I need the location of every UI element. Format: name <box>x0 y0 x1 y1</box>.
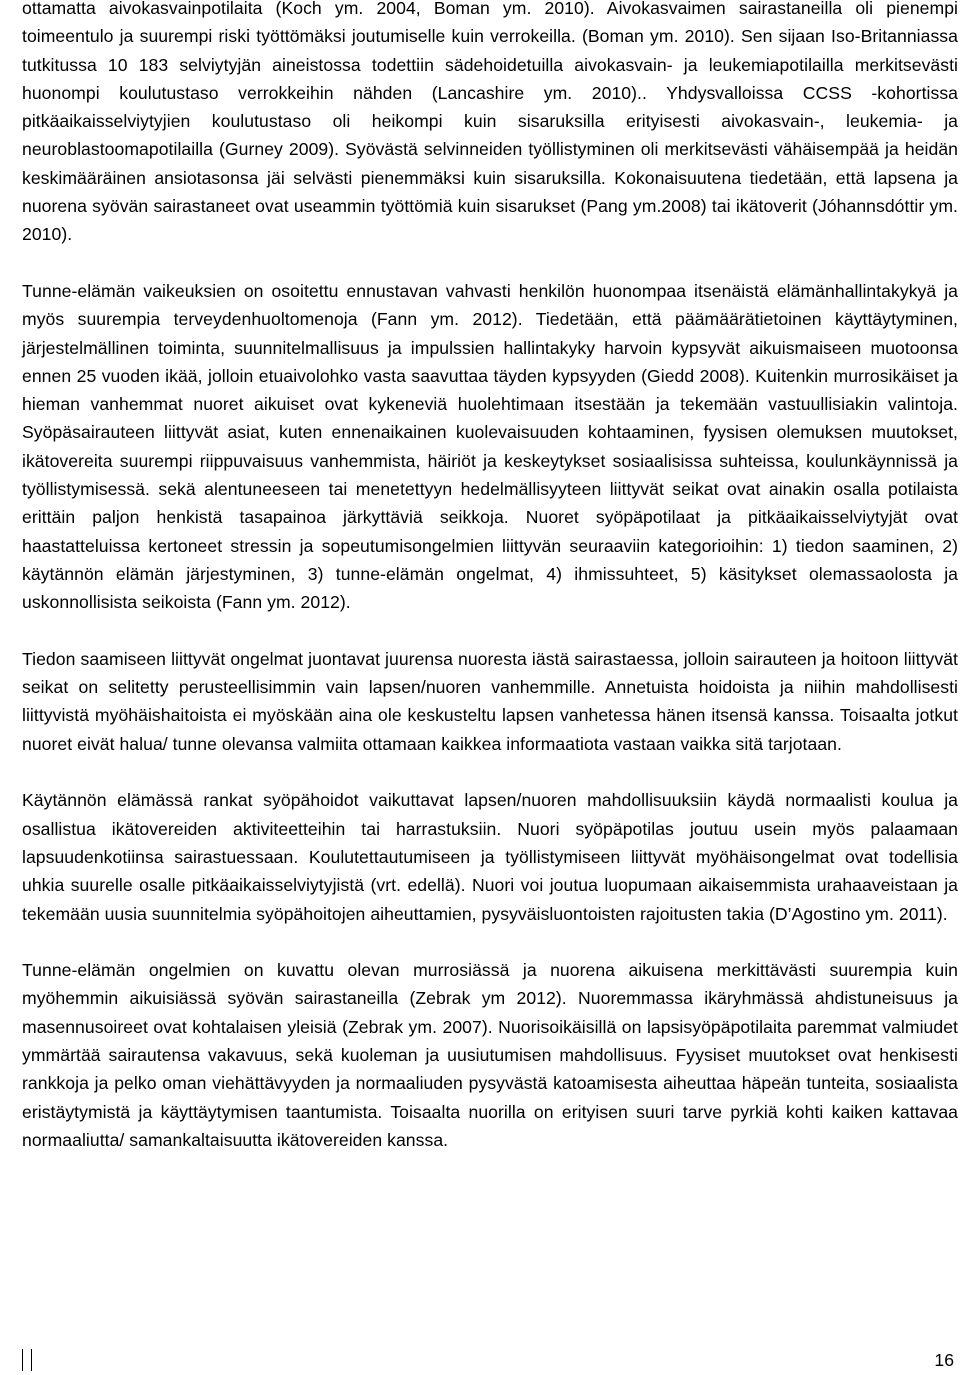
paragraph-gap <box>22 249 958 277</box>
document-page <box>22 0 958 1154</box>
paragraph-3: Tiedon saamiseen liittyvät ongelmat juontavat juurensa nuoresta iästä sairastaessa, jolloin sairauteen ja hoitoon liittyvät seikat on selitetty perusteellisimmin vain lapsen/nuoren vanhemmille. Annetuista hoidoista ja niihin mahdollisesti liittyvistä myöhäishaitoista ei myöskään aina ole keskusteltu lapsen vanhetessa hänen itsensä kanssa. Toisaalta jotkut nuoret eivät halua/ tunne olevansa valmiita ottamaan kaikkea informaatiota vastaan vaikka sitä tarjotaan. <box>22 648 958 754</box>
paragraph-4: Käytännön elämässä rankat syöpähoidot vaikuttavat lapsen/nuoren mahdollisuuksiin käydä normaalisti koulua ja osallistua ikätovereiden aktiviteetteihin tai harrastuksiin. Nuori syöpäpotilas joutuu usein myös palaamaan lapsuudenkotiinsa sairastuessaan. Koulutettautumiseen ja työllistymiseen liittyvät myöhäisongelmat ovat todellisia uhkia suurelle osalle pitkäaikaisselviytyjistä (vrt. edellä). Nuori voi joutua luopumaan aikaisemmista urahaaveistaan ja tekemään uusia suunnitelmia syöpähoitojen aiheuttamien, pysyväisluontoisten rajoitusten takia (D’Agostino ym. 2011). <box>22 790 958 924</box>
paragraph-gap <box>22 928 958 956</box>
paragraph-5: Tunne-elämän ongelmien on kuvattu olevan murrosiässä ja nuorena aikuisena merkittävästi suurempia kuin myöhemmin aikuisiässä syövän sairastaneilla (Zebrak ym 2012). Nuoremmassa ikäryhmässä ahdistuneisuus ja masennusoireet ovat kohtalaisen yleisiä (Zebrak ym. 2007). Nuorisoikäisillä on lapsisyöpäpotilaita paremmat valmiudet ymmärtää sairautensa vakavuus, sekä kuoleman ja uusiutumisen mahdollisuus. Fyysiset muutokset ovat henkisesti rankkoja ja pelko oman viehättävyyden ja normaaliuden pysyvästä katoamisesta aiheuttaa häpeän tunteita, sosiaalista eristäytymistä ja käyttäytymisen taantumista. Toisaalta nuorilla on erityisen suuri tarve pyrkiä kohti kaiken kattavaa normaaliutta/ samankaltaisuutta ikätovereiden kanssa. <box>22 960 958 1150</box>
paragraph-1: ottamatta aivokasvainpotilaita (Koch ym. 2004, Boman ym. 2010). Aivokasvaimen sairastaneilla oli pienempi toimeentulo ja suurempi riski työttömäksi joutumiselle kuin verrokeilla. (Boman ym. 2010). Sen sijaan Iso-Britanniassa tutkitussa 10 183 selviytyjän aineistossa todettiin sädehoidetuilla aivokasvain- ja leukemiapotilailla merkitsevästi huonompi koulutustaso verrokkeihin nähden (Lancashire ym. 2010).. Yhdysvalloissa CCSS -kohortissa pitkäaikaisselviytyjien koulutustaso oli heikompi kuin sisaruksilla erityisesti aivokasvain-, leukemia- ja neuroblastoomapotilailla (Gurney 2009). Syövästä selvinneiden työllistyminen oli merkitsevästi vähäisempää ja heidän keskimääräinen ansiotasonsa jäi selvästi pienemmäksi kuin sisaruksilla. Kokonaisuutena tiedetään, että lapsena ja nuorena syövän sairastaneet ovat useammin työttömiä kuin sisarukset (Pang ym.2008) tai ikätoverit (Jóhannsdóttir ym. 2010). <box>22 0 958 245</box>
page-number: 16 <box>934 1350 954 1370</box>
paragraph-gap <box>22 758 958 786</box>
paragraph-gap <box>22 617 958 645</box>
text-cursor-marker <box>22 1349 32 1371</box>
paragraph-2: Tunne-elämän vaikeuksien on osoitettu ennustavan vahvasti henkilön huonompaa itsenäistä elämänhallintakykyä ja myös suurempia terveydenhuoltomenoja (Fann ym. 2012). Tiedetään, että päämäärätietoinen käyttäytyminen, järjestelmällinen toiminta, suunnitelmallisuus ja impulssien hallintakyky harvoin kypsyvät aikuismaiseen muotoonsa ennen 25 vuoden ikää, jolloin etuaivolohko vasta saavuttaa täyden kypsyyden (Giedd 2008). Kuitenkin murrosikäiset ja hieman vanhemmat nuoret aikuiset ovat kykeneviä huolehtimaan itsestään ja tekemään vastuullisiakin valintoja. Syöpäsairauteen liittyvät asiat, kuten ennenaikainen kuolevaisuuden kohtaaminen, fyysisen olemuksen muutokset, ikätovereita suurempi riippuvaisuus vanhemmista, häiriöt ja keskeytykset sosiaalisissa suhteissa, koulunkäynnissä ja työllistymisessä. sekä alentuneeseen tai menetettyyn hedelmällisyyteen liittyvät seikat ovat ainakin osalla potilaista erittäin paljon henkistä tasapainoa järkyttäviä seikkoja. Nuoret syöpäpotilaat ja pitkäaikaisselviytyjät ovat haastatteluissa kertoneet stressin ja sopeutumisongelmien liittyvän seuraaviin kategorioihin: 1) tiedon saaminen, 2) käytännön elämän järjestyminen, 3) tunne-elämän ongelmat, 4) ihmissuhteet, 5) käsitykset olemassaolosta ja uskonnollisista seikoista (Fann ym. 2012). <box>22 280 958 613</box>
